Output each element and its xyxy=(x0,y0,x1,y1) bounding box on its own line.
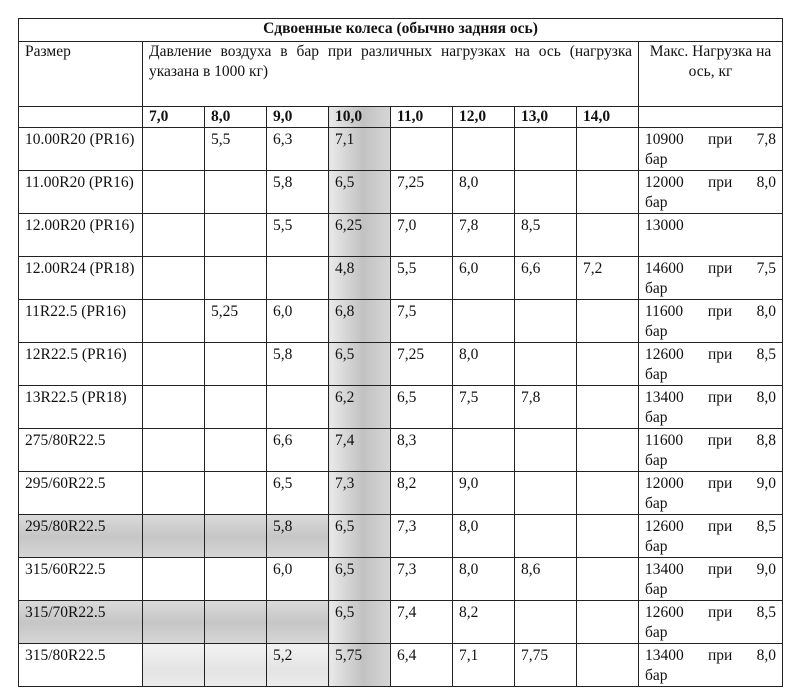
pressure-cell: 9,0 xyxy=(453,472,515,515)
pressure-cell: 5,8 xyxy=(267,171,329,214)
pressure-cell xyxy=(515,300,577,343)
pressure-cell xyxy=(143,214,205,257)
tire-size-cell: 295/60R22.5 xyxy=(19,472,143,515)
max-load-unit: бар xyxy=(645,452,668,469)
max-load-word: при xyxy=(708,389,733,406)
load-header-cell: 12,0 xyxy=(453,107,515,128)
max-load-line xyxy=(645,259,776,279)
max-load-cell xyxy=(639,558,783,601)
tire-size-cell: 295/80R22.5 xyxy=(19,515,143,558)
max-load-bar: 7,8 xyxy=(756,131,776,148)
tire-pressure-document xyxy=(18,18,782,684)
pressure-cell xyxy=(143,257,205,300)
max-load-word: при xyxy=(708,647,733,664)
pressure-cell xyxy=(205,472,267,515)
max-load-word: при xyxy=(707,432,733,449)
pressure-cell xyxy=(453,429,515,472)
pressure-cell: 8,0 xyxy=(453,558,515,601)
pressure-cell: 5,5 xyxy=(205,128,267,171)
max-load-line xyxy=(645,646,776,666)
pressure-cell xyxy=(205,386,267,429)
max-load-word: при xyxy=(708,518,733,535)
max-load-unit: бар xyxy=(645,581,668,598)
max-load-cell xyxy=(639,644,783,687)
pressure-cell: 8,2 xyxy=(391,472,453,515)
pressure-cell: 7,1 xyxy=(329,128,391,171)
tire-size-cell: 12.00R24 (PR18) xyxy=(19,257,143,300)
title-row xyxy=(19,19,783,42)
max-load-unit: бар xyxy=(645,280,668,297)
pressure-cell xyxy=(143,644,205,687)
load-header-cell: 9,0 xyxy=(267,107,329,128)
max-load-unit: бар xyxy=(645,667,668,684)
tire-size-cell: 315/70R22.5 xyxy=(19,601,143,644)
size-header: Размер xyxy=(19,42,143,107)
pressure-cell: 6,6 xyxy=(515,257,577,300)
pressure-cell xyxy=(577,128,639,171)
pressure-cell: 7,1 xyxy=(453,644,515,687)
table-row xyxy=(19,558,783,601)
max-load-line xyxy=(645,560,776,580)
pressure-cell: 7,75 xyxy=(515,644,577,687)
pressure-cell xyxy=(515,601,577,644)
table-row xyxy=(19,601,783,644)
max-load-kg: 12600 xyxy=(645,518,684,535)
max-load-unit: бар xyxy=(645,409,668,426)
max-load-cell xyxy=(639,429,783,472)
max-load-word: при xyxy=(708,260,733,277)
pressure-cell: 7,25 xyxy=(391,343,453,386)
pressure-cell: 7,4 xyxy=(329,429,391,472)
pressure-cell: 7,5 xyxy=(391,300,453,343)
max-load-kg: 12000 xyxy=(645,475,684,492)
table-row xyxy=(19,257,783,300)
max-load-cell xyxy=(639,472,783,515)
pressure-cell xyxy=(205,515,267,558)
load-header-cell: 8,0 xyxy=(205,107,267,128)
max-load-bar: 8,5 xyxy=(756,518,776,535)
max-load-kg: 12000 xyxy=(645,174,684,191)
pressure-cell: 8,6 xyxy=(515,558,577,601)
pressure-cell: 8,0 xyxy=(453,343,515,386)
max-load-line xyxy=(645,173,776,193)
load-header-cell: 10,0 xyxy=(329,107,391,128)
pressure-cell: 5,8 xyxy=(267,515,329,558)
max-load-cell xyxy=(639,171,783,214)
pressure-cell: 5,5 xyxy=(267,214,329,257)
max-load-word: при xyxy=(708,131,733,148)
pressure-cell: 6,5 xyxy=(267,472,329,515)
table-row xyxy=(19,515,783,558)
pressure-cell: 6,5 xyxy=(329,558,391,601)
max-load-kg: 11600 xyxy=(645,432,684,449)
load-header-cell: 14,0 xyxy=(577,107,639,128)
max-load-cell xyxy=(639,343,783,386)
pressure-cell: 7,3 xyxy=(391,515,453,558)
pressure-cell: 5,5 xyxy=(391,257,453,300)
pressure-cell xyxy=(577,171,639,214)
pressure-cell: 6,5 xyxy=(329,343,391,386)
pressure-cell xyxy=(577,472,639,515)
table-row xyxy=(19,386,783,429)
max-load-unit: бар xyxy=(645,323,668,340)
pressure-cell xyxy=(577,214,639,257)
tire-size-cell: 12.00R20 (PR16) xyxy=(19,214,143,257)
max-load-line xyxy=(645,130,776,150)
max-load-kg: 14600 xyxy=(645,260,684,277)
max-load-line xyxy=(645,517,776,537)
pressure-cell xyxy=(515,171,577,214)
table-row xyxy=(19,300,783,343)
pressure-cell: 8,3 xyxy=(391,429,453,472)
max-load-cell xyxy=(639,601,783,644)
pressure-cell xyxy=(205,558,267,601)
pressure-cell xyxy=(205,257,267,300)
pressure-cell xyxy=(143,343,205,386)
load-header-blank xyxy=(639,107,783,128)
max-load-line xyxy=(645,474,776,494)
pressure-cell xyxy=(267,257,329,300)
pressure-cell: 6,5 xyxy=(329,171,391,214)
max-load-line xyxy=(645,345,776,365)
pressure-cell xyxy=(453,300,515,343)
max-load-cell xyxy=(639,515,783,558)
pressure-cell: 8,0 xyxy=(453,515,515,558)
pressure-cell xyxy=(577,300,639,343)
max-load-bar: 9,0 xyxy=(756,475,776,492)
pressure-cell xyxy=(143,558,205,601)
pressure-cell xyxy=(205,343,267,386)
pressure-cell xyxy=(515,472,577,515)
pressure-cell: 6,5 xyxy=(329,515,391,558)
max-load-kg: 13400 xyxy=(645,647,684,664)
pressure-cell: 7,8 xyxy=(453,214,515,257)
pressure-cell: 7,25 xyxy=(391,171,453,214)
max-load-kg: 12600 xyxy=(645,604,684,621)
pressure-cell xyxy=(143,601,205,644)
pressure-cell: 6,0 xyxy=(453,257,515,300)
pressure-cell: 6,4 xyxy=(391,644,453,687)
pressure-cell: 7,4 xyxy=(391,601,453,644)
max-load-kg: 13000 xyxy=(645,217,684,234)
header-row xyxy=(19,42,783,107)
pressure-cell xyxy=(453,128,515,171)
pressure-cell: 8,5 xyxy=(515,214,577,257)
pressure-cell xyxy=(515,343,577,386)
tire-size-cell: 11R22.5 (PR16) xyxy=(19,300,143,343)
pressure-cell xyxy=(577,644,639,687)
pressure-cell: 6,0 xyxy=(267,300,329,343)
max-load-word: при xyxy=(708,604,733,621)
max-load-kg: 11600 xyxy=(645,303,684,320)
pressure-cell xyxy=(515,515,577,558)
tire-size-cell: 275/80R22.5 xyxy=(19,429,143,472)
max-load-bar: 8,0 xyxy=(756,174,776,191)
pressure-cell xyxy=(577,429,639,472)
pressure-cell: 8,0 xyxy=(453,171,515,214)
pressure-cell: 5,25 xyxy=(205,300,267,343)
max-load-line xyxy=(645,603,776,623)
load-header-cell: 7,0 xyxy=(143,107,205,128)
max-load-kg: 13400 xyxy=(645,561,684,578)
pressure-cell: 6,3 xyxy=(267,128,329,171)
tire-size-cell: 10.00R20 (PR16) xyxy=(19,128,143,171)
pressure-cell: 7,2 xyxy=(577,257,639,300)
max-load-line xyxy=(645,431,776,451)
table-row xyxy=(19,472,783,515)
table-title: Сдвоенные колеса (обычно задняя ось) xyxy=(19,19,783,42)
max-load-bar: 8,0 xyxy=(756,647,776,664)
max-load-line xyxy=(645,216,776,236)
max-load-unit: бар xyxy=(645,194,668,211)
load-header-blank xyxy=(19,107,143,128)
pressure-cell: 6,5 xyxy=(391,386,453,429)
pressure-cell: 5,8 xyxy=(267,343,329,386)
max-load-cell xyxy=(639,257,783,300)
pressure-cell xyxy=(143,386,205,429)
max-load-word: при xyxy=(708,561,733,578)
max-load-bar: 7,5 xyxy=(756,260,776,277)
max-load-bar: 8,0 xyxy=(756,303,776,320)
max-load-bar: 8,5 xyxy=(756,346,776,363)
tire-size-cell: 11.00R20 (PR16) xyxy=(19,171,143,214)
table-row xyxy=(19,214,783,257)
pressure-cell xyxy=(205,171,267,214)
pressure-cell: 6,0 xyxy=(267,558,329,601)
pressure-cell xyxy=(143,171,205,214)
pressure-cell: 7,3 xyxy=(391,558,453,601)
max-load-word: при xyxy=(708,174,733,191)
max-load-kg: 10900 xyxy=(645,131,684,148)
pressure-cell xyxy=(577,601,639,644)
pressure-cell xyxy=(577,343,639,386)
pressure-cell xyxy=(205,429,267,472)
pressure-cell: 6,2 xyxy=(329,386,391,429)
max-load-kg: 12600 xyxy=(645,346,684,363)
max-load-kg: 13400 xyxy=(645,389,684,406)
tire-size-cell: 315/80R22.5 xyxy=(19,644,143,687)
max-load-unit: бар xyxy=(645,624,668,641)
pressure-cell xyxy=(143,128,205,171)
pressure-cell xyxy=(577,558,639,601)
table-row xyxy=(19,128,783,171)
pressure-cell: 4,8 xyxy=(329,257,391,300)
max-load-line xyxy=(645,388,776,408)
load-header-cell: 13,0 xyxy=(515,107,577,128)
tire-pressure-table xyxy=(18,18,783,687)
pressure-cell: 6,5 xyxy=(329,601,391,644)
pressure-cell: 6,6 xyxy=(267,429,329,472)
max-load-unit: бар xyxy=(645,366,668,383)
pressure-cell xyxy=(267,601,329,644)
max-load-unit: бар xyxy=(645,495,668,512)
max-load-header: Макс. Нагрузка на ось, кг xyxy=(639,42,783,107)
pressure-cell: 7,5 xyxy=(453,386,515,429)
pressure-cell: 6,25 xyxy=(329,214,391,257)
max-load-word: при xyxy=(708,346,733,363)
pressure-cell xyxy=(391,128,453,171)
max-load-unit: бар xyxy=(645,151,668,168)
max-load-bar: 8,5 xyxy=(756,604,776,621)
pressure-cell xyxy=(577,515,639,558)
pressure-cell: 7,3 xyxy=(329,472,391,515)
pressure-cell xyxy=(267,386,329,429)
table-row xyxy=(19,171,783,214)
pressure-cell: 5,75 xyxy=(329,644,391,687)
max-load-cell xyxy=(639,300,783,343)
max-load-bar: 8,0 xyxy=(756,389,776,406)
pressure-cell xyxy=(143,300,205,343)
pressure-header: Давление воздуха в бар при различных нагрузках на ось (нагрузка указана в 1000 кг) xyxy=(143,42,639,107)
table-row xyxy=(19,644,783,687)
max-load-bar: 9,0 xyxy=(756,561,776,578)
load-header-cell: 11,0 xyxy=(391,107,453,128)
max-load-bar: 8,8 xyxy=(756,432,776,449)
load-header-row xyxy=(19,107,783,128)
pressure-cell: 7,8 xyxy=(515,386,577,429)
pressure-cell xyxy=(205,644,267,687)
tire-size-cell: 315/60R22.5 xyxy=(19,558,143,601)
max-load-cell xyxy=(639,386,783,429)
pressure-cell: 7,0 xyxy=(391,214,453,257)
max-load-word: при xyxy=(708,475,733,492)
max-load-cell xyxy=(639,128,783,171)
pressure-cell xyxy=(205,214,267,257)
tire-size-cell: 12R22.5 (PR16) xyxy=(19,343,143,386)
table-row xyxy=(19,429,783,472)
pressure-cell: 6,8 xyxy=(329,300,391,343)
max-load-unit: бар xyxy=(645,538,668,555)
pressure-cell xyxy=(143,472,205,515)
pressure-cell xyxy=(577,386,639,429)
max-load-cell xyxy=(639,214,783,257)
pressure-cell xyxy=(143,515,205,558)
pressure-cell xyxy=(515,429,577,472)
max-load-word: при xyxy=(707,303,733,320)
max-load-line xyxy=(645,302,776,322)
pressure-cell xyxy=(205,601,267,644)
table-row xyxy=(19,343,783,386)
pressure-cell: 5,2 xyxy=(267,644,329,687)
pressure-cell xyxy=(515,128,577,171)
pressure-cell: 8,2 xyxy=(453,601,515,644)
tire-size-cell: 13R22.5 (PR18) xyxy=(19,386,143,429)
pressure-cell xyxy=(143,429,205,472)
